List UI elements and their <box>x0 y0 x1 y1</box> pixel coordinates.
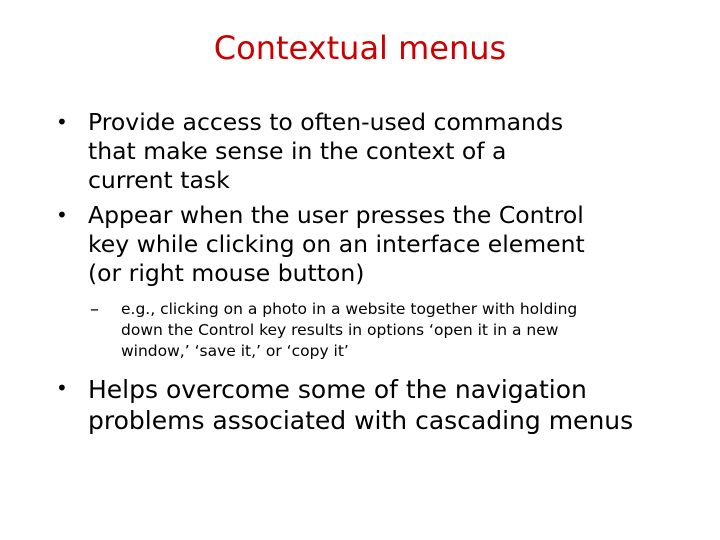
bullet-dot-icon: • <box>56 203 68 227</box>
sub-bullet-dash-icon: – <box>90 299 99 320</box>
bullet-line: Appear when the user presses the Control <box>88 201 584 229</box>
bullet-dot-icon: • <box>56 110 68 134</box>
bullet-dot-icon: • <box>56 376 68 400</box>
bullet-line: key while clicking on an interface element <box>88 230 585 258</box>
slide-title: Contextual menus <box>213 29 507 67</box>
bullet-line: that make sense in the context of a <box>88 137 507 165</box>
sub-bullet-line: window,’ ‘save it,’ or ‘copy it’ <box>121 342 349 360</box>
bullet-item-1 <box>56 108 564 195</box>
bullet-line: problems associated with cascading menus <box>88 406 634 435</box>
sub-bullet-line: e.g., clicking on a photo in a website together with holding <box>121 300 578 318</box>
sub-bullet-item <box>90 299 578 362</box>
bullet-line: (or right mouse button) <box>88 259 365 287</box>
sub-bullet-line: down the Control key results in options ‘open it in a new <box>121 321 559 339</box>
bullet-item-3 <box>56 374 634 436</box>
bullet-line: Provide access to often-used commands <box>88 108 564 136</box>
bullet-item-2 <box>56 201 585 288</box>
bullet-line: current task <box>88 166 230 194</box>
bullet-line: Helps overcome some of the navigation <box>88 375 587 404</box>
